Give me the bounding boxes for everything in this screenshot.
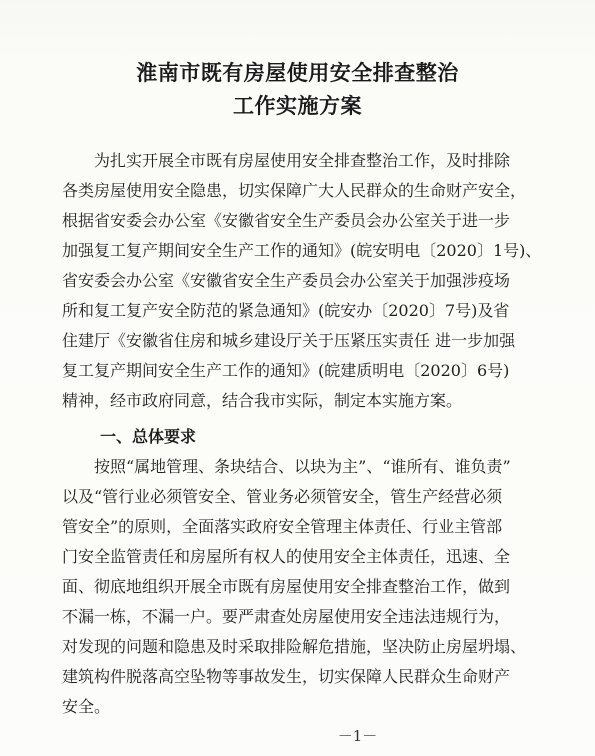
paragraph-line: 各类房屋使用安全隐患，切实保障广大人民群众的生命财产安全， — [62, 181, 527, 200]
intro-paragraph — [62, 146, 550, 416]
paragraph-line: 面、彻底地组织开展全市既有房屋使用安全排查整治工作，做到 — [62, 577, 511, 596]
document-title-line1: 淮南市既有房屋使用安全排查整治 — [136, 60, 459, 85]
paragraph-line: 建筑构件脱落高空坠物等事故发生，切实保障人民群众生命财产 — [62, 667, 511, 686]
paragraph-line: 安全。 — [62, 697, 111, 716]
page-number: －1－ — [337, 727, 378, 745]
paragraph-line: 以及“管行业必须管安全、管业务必须管安全，管生产经营必须 — [62, 487, 503, 506]
paragraph-line: 精神，经市政府同意，结合我市实际，制定本实施方案。 — [62, 391, 463, 410]
paragraph-line: 为扎实开展全市既有房屋使用安全排查整治工作，及时排除 — [62, 151, 511, 170]
paragraph-line: 不漏一栋，不漏一户。要严肃查处房屋使用安全违法违规行为， — [62, 607, 511, 626]
document-title-line2: 工作实施方案 — [233, 93, 362, 118]
paragraph-line: 根据省安委会办公室《安徽省安全生产委员会办公室关于进一步 — [62, 211, 511, 230]
paragraph-line: 省安委会办公室《安徽省安全生产委员会办公室关于加强涉疫场 — [62, 271, 511, 290]
paragraph-line: 所和复工复产安全防范的紧急通知》(皖安办〔2020〕7号)及省 — [62, 301, 510, 320]
paragraph-line: 按照“属地管理、条块结合、以块为主”、“谁所有、谁负责” — [62, 457, 511, 476]
paragraph-line: 管安全”的原则，全面落实政府安全管理主体责任、行业主管部 — [62, 517, 503, 536]
paragraph-line: 加强复工复产期间安全生产工作的通知》(皖安明电〔2020〕1号)、 — [62, 241, 542, 260]
paragraph-line: 门安全监管责任和房屋所有权人的使用安全主体责任，迅速、全 — [62, 547, 511, 566]
paragraph-line: 住建厅《安徽省住房和城乡建设厅关于压紧压实责任 进一步加强 — [62, 331, 516, 350]
paragraph-line: 对发现的问题和隐患及时采取排险解危措施，坚决防止房屋坍塌、 — [62, 637, 527, 656]
section-heading-general-requirements: 一、总体要求 — [100, 427, 197, 446]
paragraph-line: 复工复产期间安全生产工作的通知》(皖建质明电〔2020〕6号) — [62, 361, 510, 380]
general-requirements-paragraph — [62, 452, 550, 722]
